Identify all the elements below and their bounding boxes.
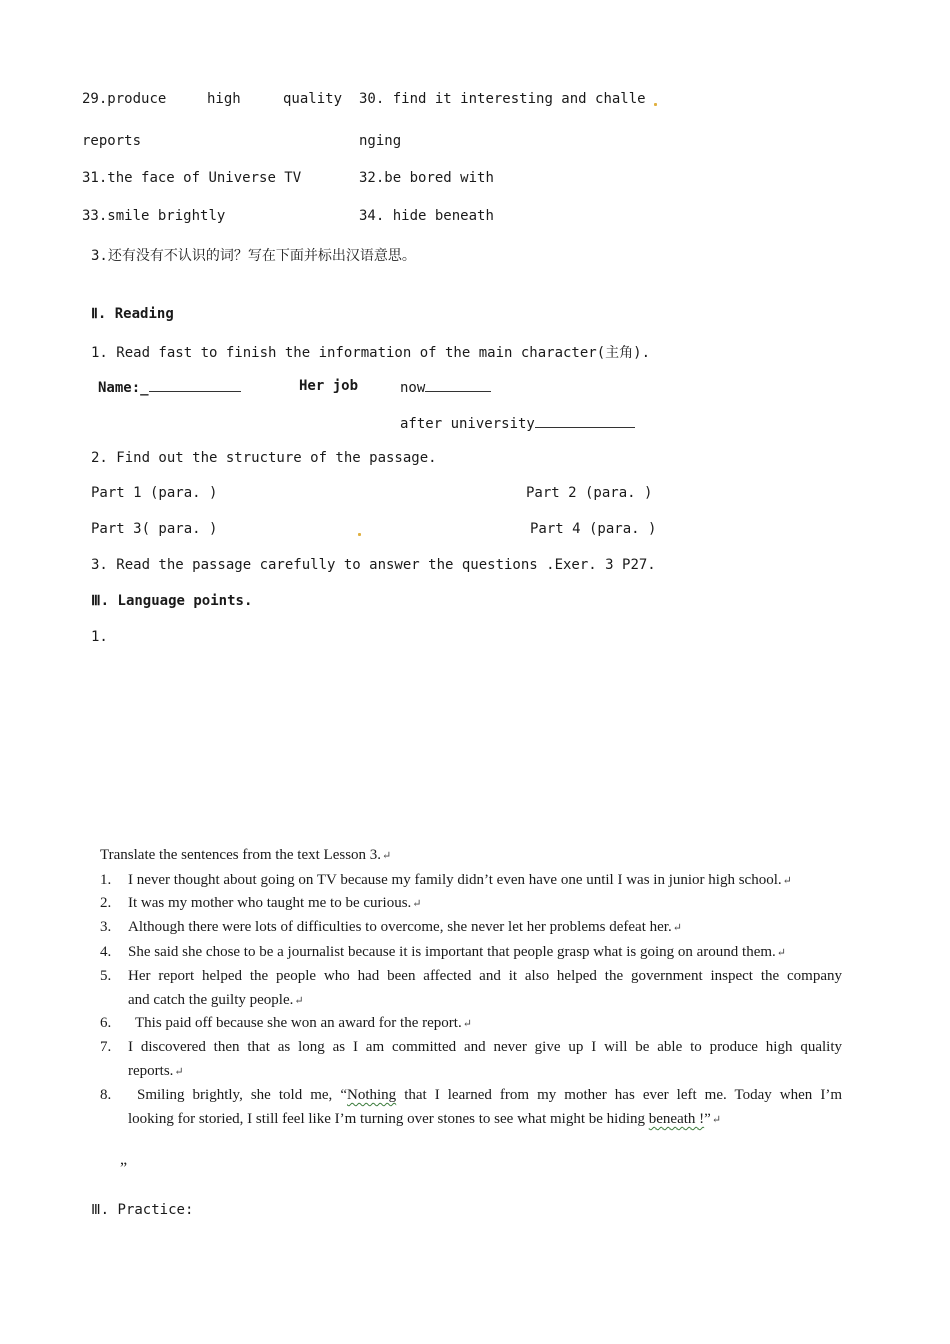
now-blank[interactable] [425, 378, 491, 392]
reading-heading: Ⅱ. Reading [91, 306, 174, 322]
item-number: 3. [100, 919, 112, 935]
spellcheck-word: beneath ! [648, 1111, 705, 1127]
spellcheck-word: Nothing [347, 1087, 397, 1103]
vocab-29-word3: quality [283, 91, 343, 107]
vocab-29-word2: high [207, 91, 241, 107]
part-4: Part 4 (para. ) [530, 521, 657, 537]
now-field: now [400, 378, 491, 396]
translate-sentence-3: Although there were lots of difficulties to overcome, she never let her problems defeat her.↵ [128, 919, 682, 935]
part-3: Part 3( para. ) [91, 521, 218, 537]
item-number: 1. [100, 872, 112, 888]
vocab-29: 29.produce [82, 91, 167, 107]
translate-sentence-4: She said she chose to be a journalist because it is important that people grasp what is going on around them.↵ [128, 944, 786, 960]
after-university-field: after university [400, 414, 635, 432]
translate-sentence-5: Her report helped the people who had been affected and it also helped the government inspect the company [128, 968, 842, 984]
reading-q2: 2. Find out the structure of the passage. [91, 450, 437, 466]
item-number: 6. [100, 1015, 112, 1031]
after-university-blank[interactable] [535, 414, 635, 428]
vocab-34: 34. hide beneath [359, 208, 494, 224]
translate-sentence-6: This paid off because she won an award for the report.↵ [135, 1015, 472, 1031]
item-number: 7. [100, 1039, 112, 1055]
translate-sentence-8: Smiling brightly, she told me, “Nothing that I learned from my mother has ever left me. Today when I’m [137, 1087, 842, 1103]
language-item-1: 1. [91, 629, 108, 645]
reading-q1: 1. Read fast to finish the information of the main character(主角). [91, 345, 651, 361]
edit-mark [358, 533, 361, 536]
translate-sentence-2: It was my mother who taught me to be curious.↵ [128, 895, 422, 911]
item-number: 2. [100, 895, 112, 911]
reading-q3: 3. Read the passage carefully to answer the questions .Exer. 3 P27. [91, 557, 656, 573]
translate-sentence-1: I never thought about going on TV because my family didn’t even have one until I was in junior high school.↵ [128, 872, 792, 888]
job-label: Her job [299, 378, 359, 394]
language-points-heading: Ⅲ. Language points. [91, 593, 253, 609]
item-number: 4. [100, 944, 112, 960]
item-number: 5. [100, 968, 112, 984]
name-field: Name:_ [98, 378, 241, 396]
name-blank[interactable] [149, 378, 241, 392]
translate-sentence-7-cont: reports.↵ [128, 1063, 184, 1079]
edit-mark [654, 103, 657, 106]
vocab-33: 33.smile brightly [82, 208, 226, 224]
part-2: Part 2 (para. ) [526, 485, 653, 501]
vocab-32: 32.be bored with [359, 170, 494, 186]
vocab-29-cont: reports [82, 133, 142, 149]
vocab-30: 30. find it interesting and challe [359, 91, 646, 107]
stray-quote: ” [120, 1160, 128, 1177]
vocab-31: 31.the face of Universe TV [82, 170, 302, 186]
translate-title: Translate the sentences from the text Lesson 3.↵ [100, 847, 392, 863]
translate-sentence-5-cont: and catch the guilty people.↵ [128, 992, 304, 1008]
item-number: 8. [100, 1087, 112, 1103]
practice-heading: Ⅲ. Practice: [91, 1202, 194, 1218]
part-1: Part 1 (para. ) [91, 485, 218, 501]
unknown-words-instruction: 3.还有没有不认识的词？写在下面并标出汉语意思。 [91, 248, 416, 264]
translate-sentence-8-cont: looking for storied, I still feel like I’m turning over stones to see what might be hiding beneath !”↵ [128, 1111, 722, 1127]
translate-sentence-7: I discovered then that as long as I am committed and never give up I will be able to produce high quality [128, 1039, 842, 1055]
vocab-30-cont: nging [359, 133, 402, 149]
